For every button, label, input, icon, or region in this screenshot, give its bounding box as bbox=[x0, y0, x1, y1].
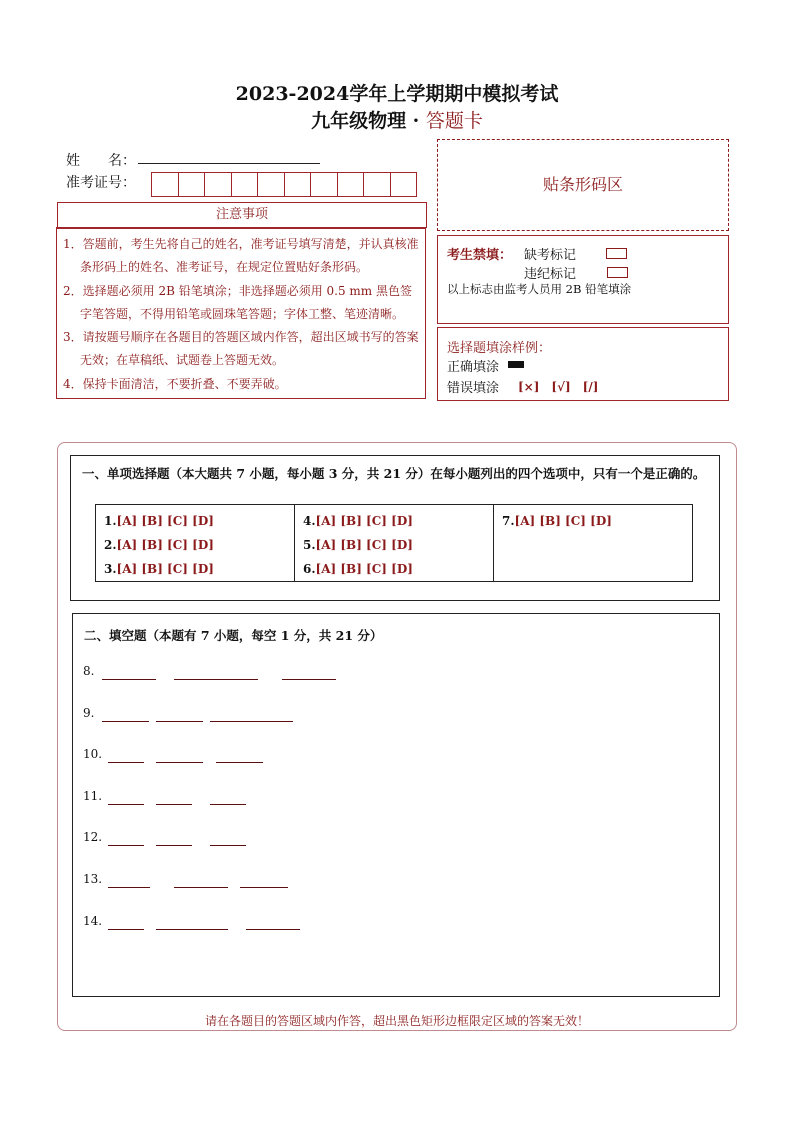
id-box[interactable] bbox=[311, 173, 338, 196]
answer-blank[interactable] bbox=[282, 679, 336, 680]
choice-options[interactable]: [A] [B] [C] [D] bbox=[116, 514, 214, 528]
id-box[interactable] bbox=[152, 173, 179, 196]
exam-subtitle bbox=[0, 106, 794, 133]
answer-blank[interactable] bbox=[156, 845, 192, 846]
name-input[interactable] bbox=[138, 162, 320, 164]
notice-item: 2．选择题必须用 2B 铅笔填涂；非选择题必须用 0.5 mm 黑色签字笔答题，不得用铅笔或圆珠笔答题；字体工整、笔迹清晰。 bbox=[63, 283, 413, 321]
question-number: 7. bbox=[502, 514, 515, 528]
question-number: 5. bbox=[303, 538, 316, 552]
answer-blank[interactable] bbox=[210, 804, 246, 805]
answer-blank[interactable] bbox=[156, 762, 203, 763]
choice-row[interactable] bbox=[303, 533, 493, 557]
answer-blank[interactable] bbox=[108, 804, 144, 805]
choice-options[interactable]: [A] [B] [C] [D] bbox=[315, 538, 413, 552]
question-number: 14. bbox=[83, 913, 103, 928]
id-box[interactable] bbox=[285, 173, 312, 196]
choice-row[interactable] bbox=[104, 509, 294, 533]
question-number: 10. bbox=[83, 747, 103, 762]
notice-item: 4．保持卡面清洁，不要折叠、不要弄破。 bbox=[63, 376, 287, 391]
notice-title: 注意事项 bbox=[57, 202, 427, 228]
footer-warning: 请在各题目的答题区域内作答，超出黑色矩形边框限定区域的答案无效！ bbox=[204, 1014, 589, 1028]
forbid-note: 以上标志由监考人员用 2B 铅笔填涂 bbox=[447, 282, 632, 296]
violation-label: 违纪标记 bbox=[524, 267, 577, 282]
question-number: 2. bbox=[104, 538, 117, 552]
question-number: 4. bbox=[303, 514, 316, 528]
choice-row[interactable] bbox=[303, 509, 493, 533]
id-label: 准考证号： bbox=[66, 175, 136, 191]
fill-sample-box bbox=[437, 327, 729, 401]
notice-item: 1．答题前，考生先将自己的姓名，准考证号填写清楚，并认真核准条形码上的姓名、准考证号，在规定位置贴好条形码。 bbox=[63, 237, 419, 275]
name-label: 姓 名： bbox=[66, 153, 136, 169]
wrong-label: 错误填涂 bbox=[447, 381, 500, 396]
question-number: 12. bbox=[83, 830, 103, 845]
choice-row[interactable] bbox=[303, 557, 493, 581]
answer-blank[interactable] bbox=[210, 845, 246, 846]
id-box[interactable] bbox=[258, 173, 285, 196]
answer-blank[interactable] bbox=[108, 929, 144, 930]
choice-options[interactable]: [A] [B] [C] [D] bbox=[116, 562, 214, 576]
choice-row[interactable] bbox=[502, 509, 692, 533]
answer-blank[interactable] bbox=[156, 804, 192, 805]
answer-blank[interactable] bbox=[156, 721, 203, 722]
question-number: 3. bbox=[104, 562, 117, 576]
question-number: 11. bbox=[83, 788, 103, 803]
answer-blank[interactable] bbox=[108, 887, 150, 888]
choice-row[interactable] bbox=[104, 533, 294, 557]
id-box[interactable] bbox=[338, 173, 365, 196]
question-number: 6. bbox=[303, 562, 316, 576]
answer-blank[interactable] bbox=[102, 721, 149, 722]
wrong-marks: [×] [√] [/] bbox=[518, 380, 599, 394]
answer-blank[interactable] bbox=[102, 679, 156, 680]
section-fill-in-blank bbox=[72, 613, 720, 997]
violation-mark[interactable] bbox=[607, 267, 628, 278]
choice-options[interactable]: [A] [B] [C] [D] bbox=[514, 514, 612, 528]
id-box[interactable] bbox=[179, 173, 206, 196]
notice-item: 3．请按题号顺序在各题目的答题区域内作答，超出区域书写的答案无效；在草稿纸、试题卷上答题无效。 bbox=[63, 330, 419, 368]
subject: 九年级物理 · bbox=[311, 110, 426, 132]
choice-row[interactable] bbox=[104, 557, 294, 581]
notice-list bbox=[56, 227, 426, 399]
choice-column bbox=[494, 505, 692, 581]
choice-grid bbox=[95, 504, 693, 582]
id-number-boxes[interactable] bbox=[151, 172, 417, 197]
section2-title: 二、填空题（本题有 7 小题，每空 1 分，共 21 分） bbox=[84, 628, 383, 643]
answer-blank[interactable] bbox=[174, 679, 258, 680]
id-box[interactable] bbox=[232, 173, 259, 196]
answer-blank[interactable] bbox=[246, 929, 300, 930]
choice-options[interactable]: [A] [B] [C] [D] bbox=[116, 538, 214, 552]
answer-blank[interactable] bbox=[174, 887, 228, 888]
forbid-label: 考生禁填： bbox=[447, 248, 513, 263]
section1-title: 一、单项选择题（本大题共 7 小题，每小题 3 分，共 21 分）在每小题列出的四个选项中，只有一个是正确的。 bbox=[82, 466, 706, 481]
choice-options[interactable]: [A] [B] [C] [D] bbox=[315, 562, 413, 576]
barcode-area: 贴条形码区 bbox=[437, 139, 729, 231]
absent-mark[interactable] bbox=[606, 248, 627, 259]
choice-options[interactable]: [A] [B] [C] [D] bbox=[315, 514, 413, 528]
answer-blank[interactable] bbox=[108, 845, 144, 846]
answer-blank[interactable] bbox=[156, 929, 228, 930]
question-number: 9. bbox=[83, 705, 95, 720]
id-box[interactable] bbox=[391, 173, 417, 196]
sample-title: 选择题填涂样例： bbox=[447, 341, 552, 356]
examinee-forbidden-box bbox=[437, 235, 729, 324]
card-label: 答题卡 bbox=[425, 110, 483, 132]
question-number: 1. bbox=[104, 514, 117, 528]
answer-blank[interactable] bbox=[108, 762, 144, 763]
id-box[interactable] bbox=[364, 173, 391, 196]
question-number: 8. bbox=[83, 664, 95, 678]
choice-column bbox=[295, 505, 494, 581]
correct-label: 正确填涂 bbox=[447, 360, 500, 375]
answer-blank[interactable] bbox=[210, 721, 293, 722]
exam-title: 2023-2024学年上学期期中模拟考试 bbox=[235, 83, 559, 105]
filled-mark-icon bbox=[508, 361, 524, 368]
absent-label: 缺考标记 bbox=[524, 248, 577, 263]
question-number: 13. bbox=[83, 872, 103, 886]
answer-blank[interactable] bbox=[216, 762, 263, 763]
choice-column bbox=[96, 505, 295, 581]
id-box[interactable] bbox=[205, 173, 232, 196]
answer-blank[interactable] bbox=[240, 887, 288, 888]
section-multiple-choice bbox=[70, 455, 720, 601]
